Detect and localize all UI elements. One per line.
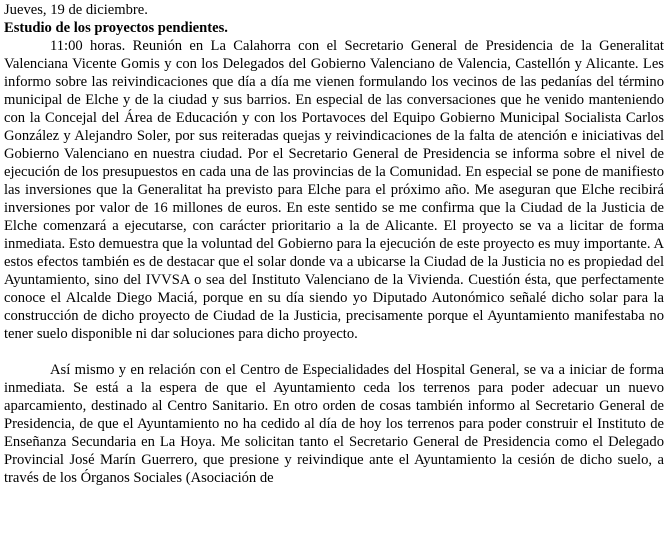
date-line: Jueves, 19 de diciembre. (4, 2, 148, 18)
paragraph-gap (4, 343, 664, 361)
paragraph-meeting: 11:00 horas. Reunión en La Calahorra con el Secretario General de Presidencia de la Generalitat Valenciana Vicente Gomis y con los Delegados del Gobierno Valenciano de Valencia, Castellón y Alicante. Les informo sobre las reivindicaciones que día a día me vienen formulando los vecinos de las pedanías del término municipal de Elche y de la ciudad y sus barrios. En especial de las conversaciones que he venido manteniendo con la Concejal del Área de Educación y con los Portavoces del Equipo Gobierno Municipal Socialista Carlos González y Alejandro Soler, por sus reiteradas quejas y reivindicaciones de la falta de atención e iniciativas del Gobierno Valenciano en nuestra ciudad. Por el Secretario General de Presidencia se informa sobre el nivel de ejecución de los presupuestos en cada una de las provincias de la Comunidad. En especial se pone de manifiesto las inversiones que la Generalitat ha previsto para Elche para el próximo año. Me aseguran que Elche recibirá inversiones por valor de 16 millones de euros. En este sentido se me confirma que la Ciudad de la Justicia de Elche comenzará a ejecutarse, con carácter prioritario a la de Alicante. El proyecto se va a licitar de forma inmediata. Esto demuestra que la voluntad del Gobierno para la ejecución de este proyecto es muy importante. A estos efectos también es de destacar que el solar donde va a ubicarse la Ciudad de la Justicia no es propiedad del Ayuntamiento, sino del IVVSA o sea del Instituto Valenciano de la Vivienda. Cuestión ésta, que perfectamente conoce el Alcalde Diego Maciá, porque en su día siendo yo Diputado Autonómico señalé dicho solar para la construcción de dicho proyecto de Ciudad de la Justicia, precisamente porque el Ayuntamiento manifestaba no tener suelo disponible ni dar soluciones para dicho proyecto. (4, 38, 664, 342)
paragraph-hospital: Así mismo y en relación con el Centro de Especialidades del Hospital General, se va a iniciar de forma inmediata. Se está a la espera de que el Ayuntamiento ceda los terrenos para poder adecuar un nuevo aparcamiento, destinado al Centro Sanitario. En otro orden de cosas también informo al Secretario General de Presidencia, de que el Ayuntamiento no ha cedido al día de hoy los terrenos para poder construir el Instituto de Enseñanza Secundaria en La Hoya. Me solicitan tanto el Secretario General de Presidencia como el Delegado Provincial José Marín Guerrero, que presione y reivindique ante el Ayuntamiento la cesión de dicho suelo, a través de los Órganos Sociales (Asociación de (4, 362, 664, 486)
section-heading: Estudio de los proyectos pendientes. (4, 20, 228, 36)
document-page (4, 1, 664, 487)
